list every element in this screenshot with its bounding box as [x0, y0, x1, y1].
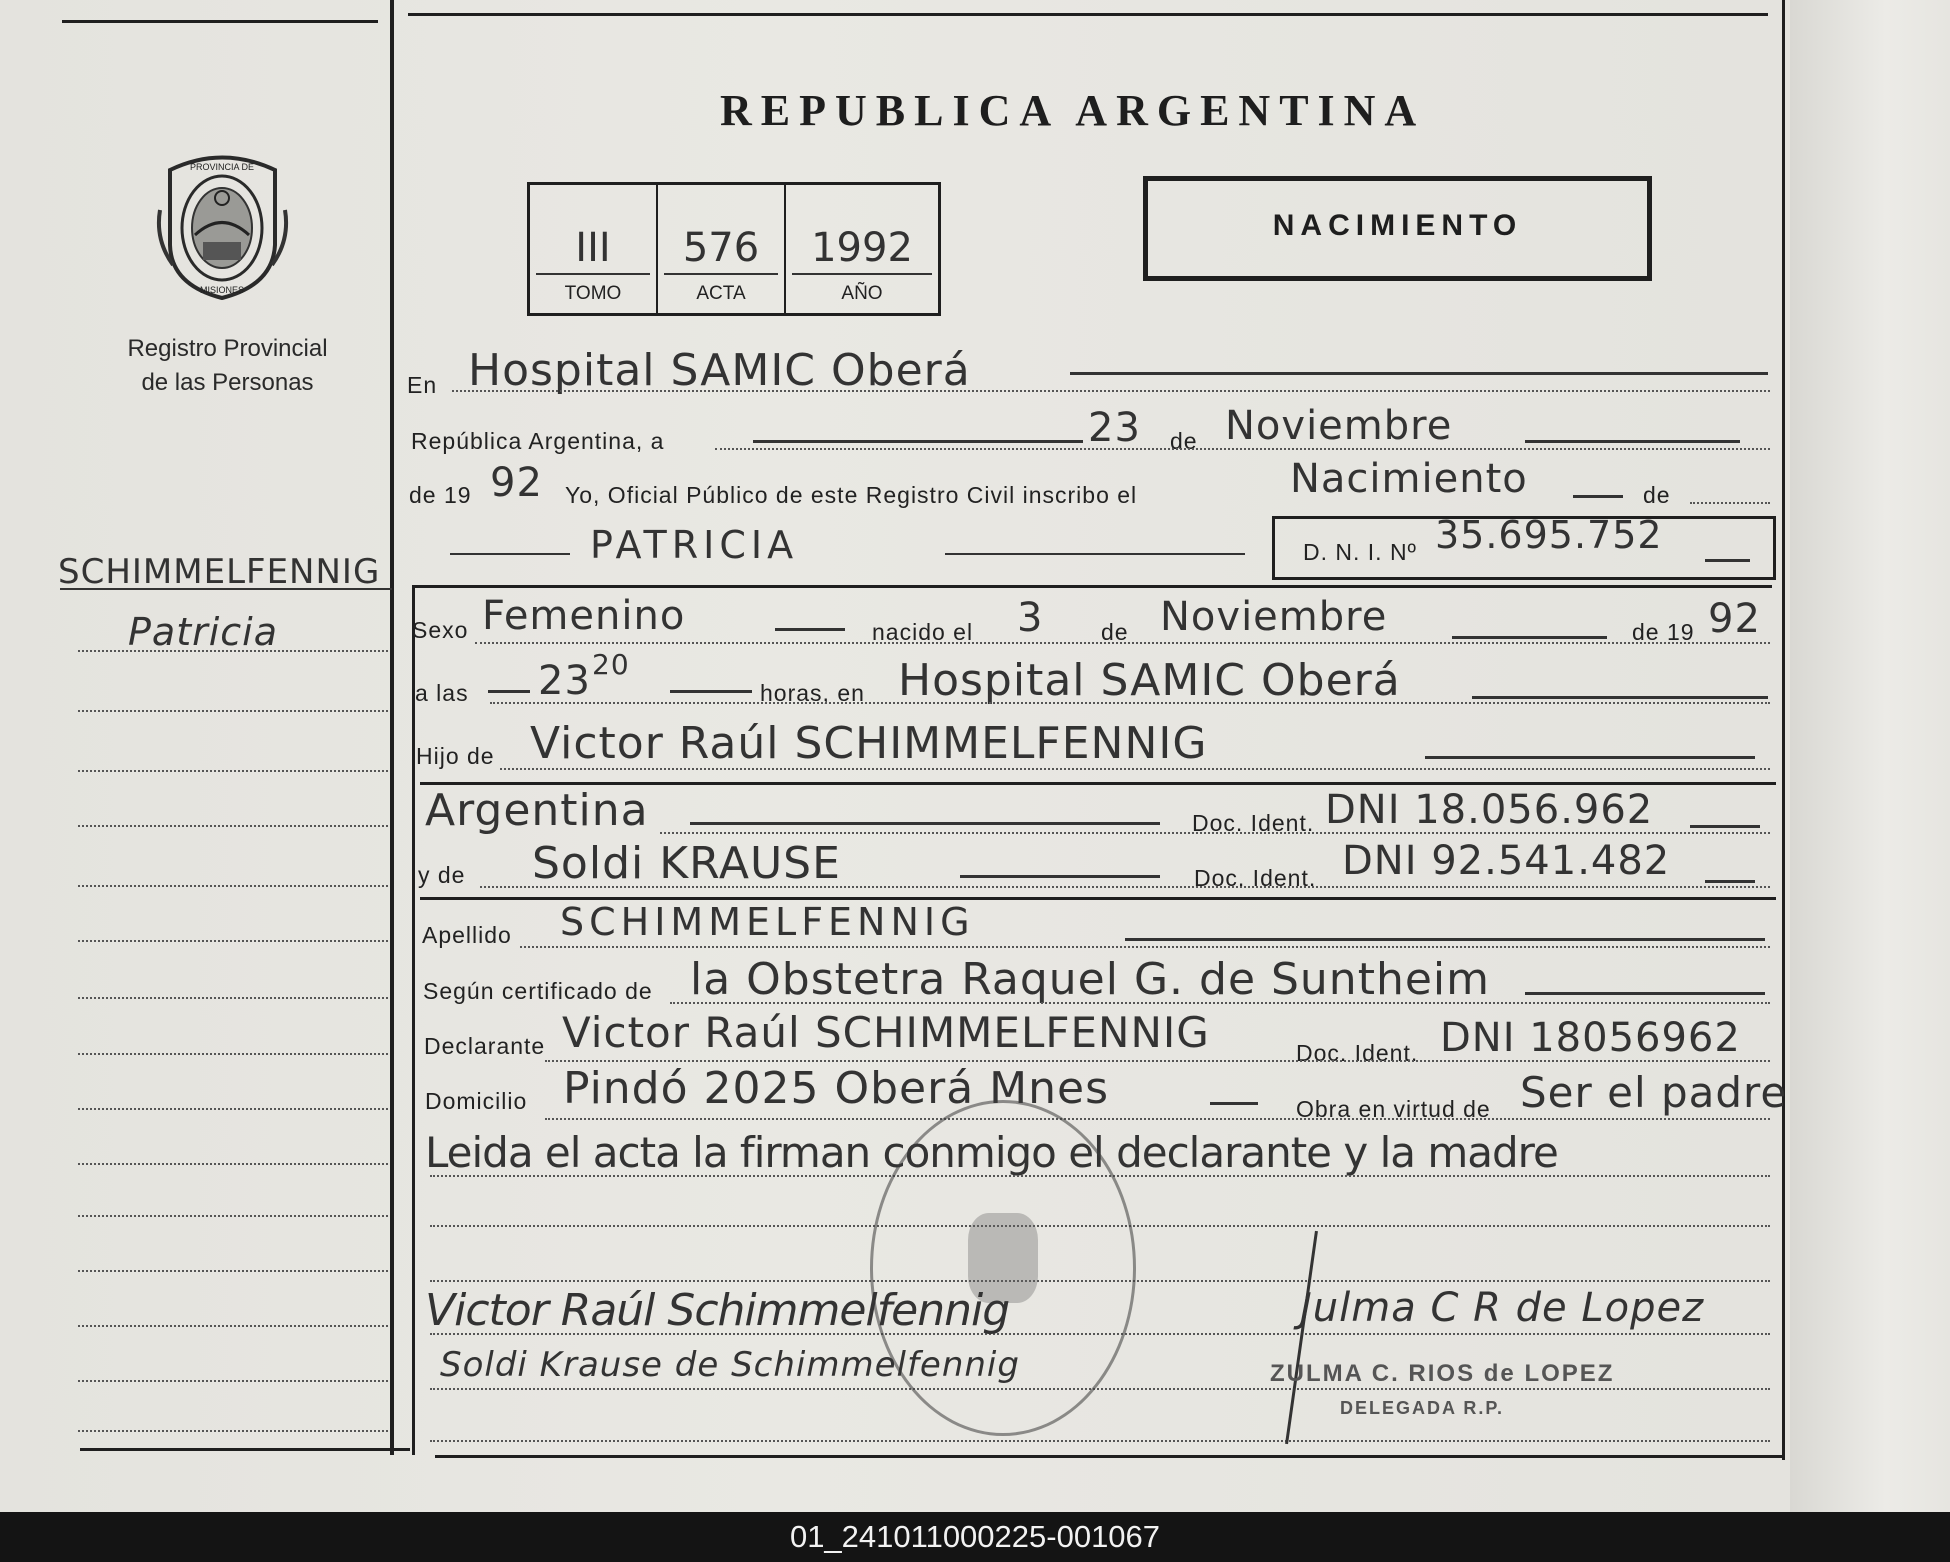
stamp-name: ZULMA C. RIOS de LOPEZ: [1270, 1360, 1615, 1387]
bottom-rule-left: [80, 1448, 410, 1451]
hw-domicilio: Pindó 2025 Oberá Mnes: [563, 1063, 1109, 1114]
hw-acto: Nacimiento: [1290, 456, 1528, 502]
label-en: En: [407, 372, 438, 398]
hw-certificado: la Obstetra Raquel G. de Suntheim: [690, 954, 1490, 1005]
label-domicilio: Domicilio: [425, 1088, 528, 1114]
signature-mother: Soldi Krause de Schimmelfennig: [440, 1345, 1020, 1385]
dni-box: [1272, 513, 1776, 580]
hw-hora: 23: [538, 658, 591, 704]
signature-officer: Julma C R de Lopez: [1300, 1285, 1705, 1331]
registry-box: [527, 182, 941, 316]
hw-sexo: Femenino: [482, 593, 686, 639]
anio-value: 1992: [811, 225, 913, 271]
label-de19: de 19: [409, 482, 472, 508]
province-emblem-icon: [155, 150, 290, 300]
bottom-rule-right: [435, 1455, 1785, 1458]
hw-nombre: PATRICIA: [590, 523, 799, 567]
label-apellido: Apellido: [422, 922, 512, 948]
official-seal: [870, 1100, 1136, 1436]
acta-cell: [658, 185, 786, 313]
hw-madre-doc: DNI 92.541.482: [1342, 838, 1671, 884]
hw-nac-mes: Noviembre: [1160, 594, 1388, 640]
document-type-box: [1143, 176, 1652, 281]
label-dni: D. N. I. Nº: [1303, 539, 1417, 565]
margin-surname: SCHIMMELFENNIG: [58, 552, 381, 592]
label-doc-ident-2: Doc. Ident.: [1194, 865, 1317, 891]
hw-apellido: SCHIMMELFENNIG: [560, 900, 975, 944]
stamp-role: DELEGADA R.P.: [1340, 1398, 1505, 1418]
hw-nac-dia: 3: [1017, 595, 1044, 641]
label-a-las: a las: [415, 680, 469, 706]
label-republica: República Argentina, a: [411, 428, 665, 454]
hw-declarante-doc: DNI 18056962: [1440, 1015, 1741, 1061]
hw-leida: Leida el acta la firman conmigo el declarante y la madre: [425, 1128, 1558, 1177]
page-edge: [1790, 0, 1950, 1512]
anio-cell: [786, 185, 938, 313]
anio-label: AÑO: [841, 283, 883, 304]
label-nacido-el: nacido el: [872, 619, 974, 645]
issuer-line-2: de las Personas: [141, 369, 314, 396]
label-de-end: de: [1643, 482, 1671, 508]
hw-anio: 92: [490, 460, 543, 506]
tomo-value: III: [575, 225, 611, 271]
label-y-de: y de: [418, 862, 466, 888]
hw-nac-lugar: Hospital SAMIC Oberá: [898, 655, 1401, 706]
signature-stroke: [1285, 1231, 1318, 1444]
label-yo-oficial: Yo, Oficial Público de este Registro Civil inscribo el: [565, 482, 1138, 508]
label-segun: Según certificado de: [423, 978, 653, 1004]
top-rule-right: [408, 13, 1768, 16]
label-sexo: Sexo: [412, 617, 469, 643]
label-declarante: Declarante: [424, 1033, 546, 1059]
page-title: REPUBLICA ARGENTINA: [720, 86, 1426, 135]
hw-minutos: 20: [592, 648, 630, 681]
hw-madre: Soldi KRAUSE: [532, 838, 841, 889]
acta-label: ACTA: [696, 283, 746, 304]
label-horas-en: horas, en: [760, 680, 865, 706]
tomo-cell: [530, 185, 658, 313]
acta-value: 576: [682, 225, 760, 271]
label-obra: Obra en virtud de: [1296, 1096, 1491, 1122]
emblem-text-bottom: MISIONES: [199, 285, 245, 295]
margin-name: Patricia: [128, 610, 279, 654]
hw-padre: Victor Raúl SCHIMMELFENNIG: [530, 718, 1208, 769]
document-type-label: NACIMIENTO: [1272, 209, 1523, 242]
hw-obra: Ser el padre: [1520, 1068, 1788, 1117]
label-de-nov: de: [1101, 619, 1129, 645]
top-rule-left: [62, 20, 378, 23]
hw-lugar: Hospital SAMIC Oberá: [468, 345, 971, 396]
label-hijo-de: Hijo de: [416, 743, 495, 769]
hw-declarante: Victor Raúl SCHIMMELFENNIG: [562, 1008, 1210, 1057]
hw-dni: 35.695.752: [1435, 513, 1663, 557]
label-doc-ident-1: Doc. Ident.: [1192, 810, 1315, 836]
label-doc-ident-3: Doc. Ident.: [1296, 1040, 1419, 1066]
issuer-line-1: Registro Provincial: [127, 335, 328, 362]
emblem-text-top: PROVINCIA DE: [189, 162, 255, 172]
tomo-label: TOMO: [564, 283, 622, 304]
left-column-border: [390, 0, 394, 1455]
label-de19-b: de 19: [1632, 619, 1695, 645]
right-border: [1782, 0, 1785, 1460]
signature-father: Victor Raúl Schimmelfennig: [425, 1285, 1010, 1336]
scan-id-footer: 01_241011000225-001067: [0, 1512, 1950, 1562]
issuer-label: [100, 332, 355, 400]
hw-nacionalidad: Argentina: [425, 785, 649, 836]
hw-dia: 23: [1088, 405, 1141, 451]
inner-left-border: [412, 585, 415, 1455]
hw-padre-doc: DNI 18.056.962: [1325, 787, 1654, 833]
label-de-1: de: [1170, 428, 1198, 454]
hw-nac-anio: 92: [1708, 596, 1761, 642]
hw-mes: Noviembre: [1225, 403, 1453, 449]
section-rule-1: [412, 585, 1772, 588]
